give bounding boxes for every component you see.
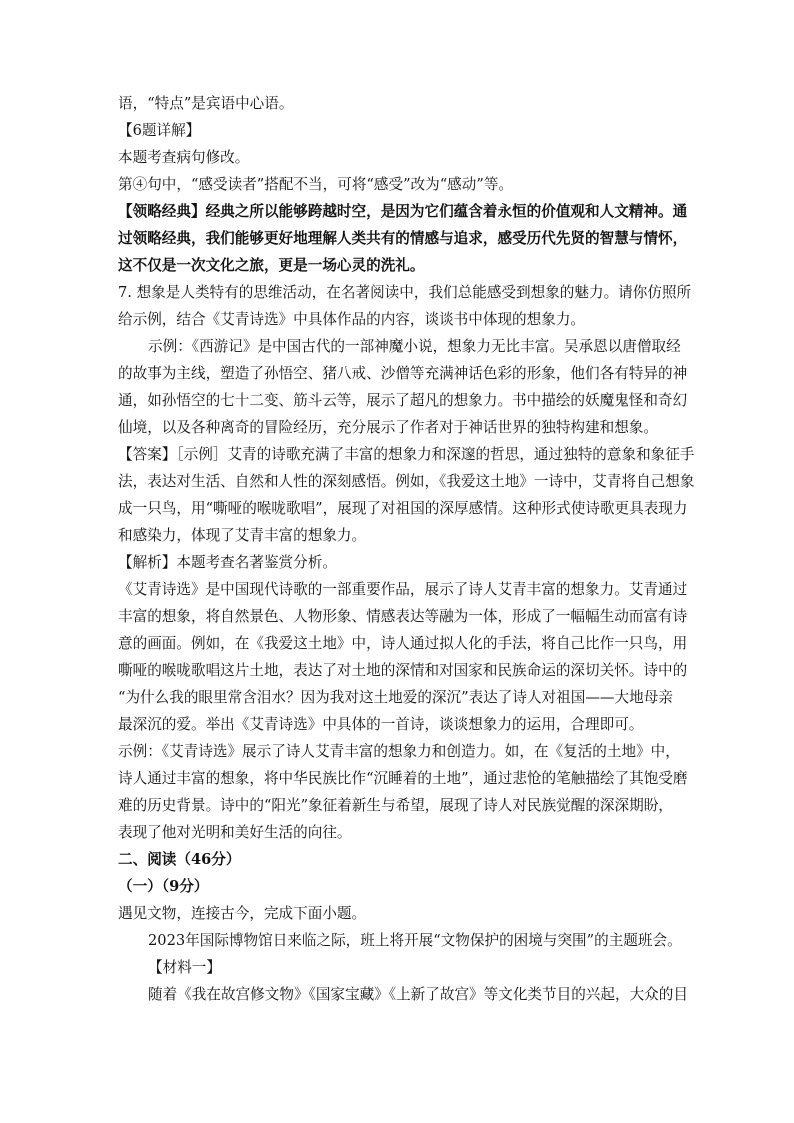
document-body — [118, 90, 695, 1008]
text-line: 【解析】本题考查名著鉴赏分析。 — [118, 554, 337, 571]
text-line: 难的历史背景。诗中的“阳光”象征着新生与希望，展现了诗人对民族觉醒的深深期盼， — [118, 797, 673, 814]
text-line: 表现了他对光明和美好生活的向往。 — [118, 824, 352, 841]
text-line: “为什么我的眼里常含泪水？因为我对这土地爱的深沉”表达了诗人对祖国——大地母亲 — [118, 689, 673, 706]
text-line: 和感染力，体现了艾青丰富的想象力。 — [118, 527, 367, 544]
text-line: 2023年国际博物馆日来临之际，班上将开展“文物保护的困境与突围”的主题班会。 — [148, 932, 682, 949]
text-line: 示例：《西游记》是中国古代的一部神魔小说，想象力无比丰富。吴承恩以唐僧取经 — [148, 338, 681, 355]
text-line: 成一只鸟，用“嘶哑的喉咙歌唱”，展现了对祖国的深厚感情。这种形式使诗歌更具表现力 — [118, 500, 688, 517]
text-line: 本题考查病句修改。 — [118, 149, 250, 166]
text-line: 丰富的想象，将自然景色、人物形象、情感表达等融为一体，形成了一幅幅生动而富有诗 — [118, 608, 688, 625]
text-line: 给示例，结合《艾青诗选》中具体作品的内容，谈谈书中体现的想象力。 — [118, 311, 586, 328]
text-line: 遇见文物，连接古今，完成下面小题。 — [118, 905, 367, 922]
text-line: 这不仅是一次文化之旅，更是一场心灵的洗礼。 — [118, 257, 425, 274]
text-line: 仙境，以及各种离奇的冒险经历，充分展示了作者对于神话世界的独特构建和想象。 — [118, 419, 658, 436]
text-line: 法，表达对生活、自然和人性的深刻感悟。例如，《我爱这土地》一诗中，艾青将自己想象 — [118, 473, 695, 490]
text-line: （一）（9分） — [118, 878, 209, 895]
text-line: 嘶哑的喉咙歌唱这片土地，表达了对土地的深情和对国家和民族命运的深切关怀。诗中的 — [118, 662, 688, 679]
text-line: 最深沉的爱。举出《艾青诗选》中具体的一首诗，谈谈想象力的运用，合理即可。 — [118, 716, 644, 733]
text-line: 意的画面。例如，在《我爱这土地》中，诗人通过拟人化的手法，将自己比作一只鸟，用 — [118, 635, 688, 652]
text-line: 【6题详解】 — [118, 122, 201, 139]
text-line: 语，“特点”是宾语中心语。 — [118, 95, 294, 112]
text-line: 随着《我在故宫修文物》《国家宝藏》《上新了故宫》等文化类节目的兴起，大众的目 — [148, 986, 688, 1003]
text-line: 7. 想象是人类特有的思维活动，在名著阅读中，我们总能感受到想象的魅力。请你仿照所 — [118, 284, 692, 301]
text-line: 【领略经典】经典之所以能够跨越时空，是因为它们蕴含着永恒的价值观和人文精神。通 — [118, 203, 688, 220]
text-line: 过领略经典，我们能够更好地理解人类共有的情感与追求，感受历代先贤的智慧与情怀， — [118, 230, 688, 247]
text-line: 二、阅读（46分） — [118, 851, 241, 868]
text-line: 的故事为主线，塑造了孙悟空、猪八戒、沙僧等充满神话色彩的形象，他们各有特异的神 — [118, 365, 688, 382]
text-line: 第④句中，“感受读者”搭配不当，可将“感受”改为“感动”等。 — [118, 176, 514, 193]
text-line: 诗人通过丰富的想象，将中华民族比作“沉睡着的土地”，通过悲怆的笔触描绘了其饱受磨 — [118, 770, 688, 787]
text-line: 【答案】［示例］艾青的诗歌充满了丰富的想象力和深邃的哲思，通过独特的意象和象征手 — [118, 446, 695, 463]
text-line: 通，如孙悟空的七十二变、筋斗云等，展示了超凡的想象力。书中描绘的妖魔鬼怪和奇幻 — [118, 392, 688, 409]
text-line: 示例：《艾青诗选》展示了诗人艾青丰富的想象力和创造力。如，在《复活的土地》中， — [118, 743, 680, 760]
text-line: 《艾青诗选》是中国现代诗歌的一部重要作品，展示了诗人艾青丰富的想象力。艾青通过 — [118, 581, 688, 598]
text-line: 【材料一】 — [148, 959, 221, 976]
